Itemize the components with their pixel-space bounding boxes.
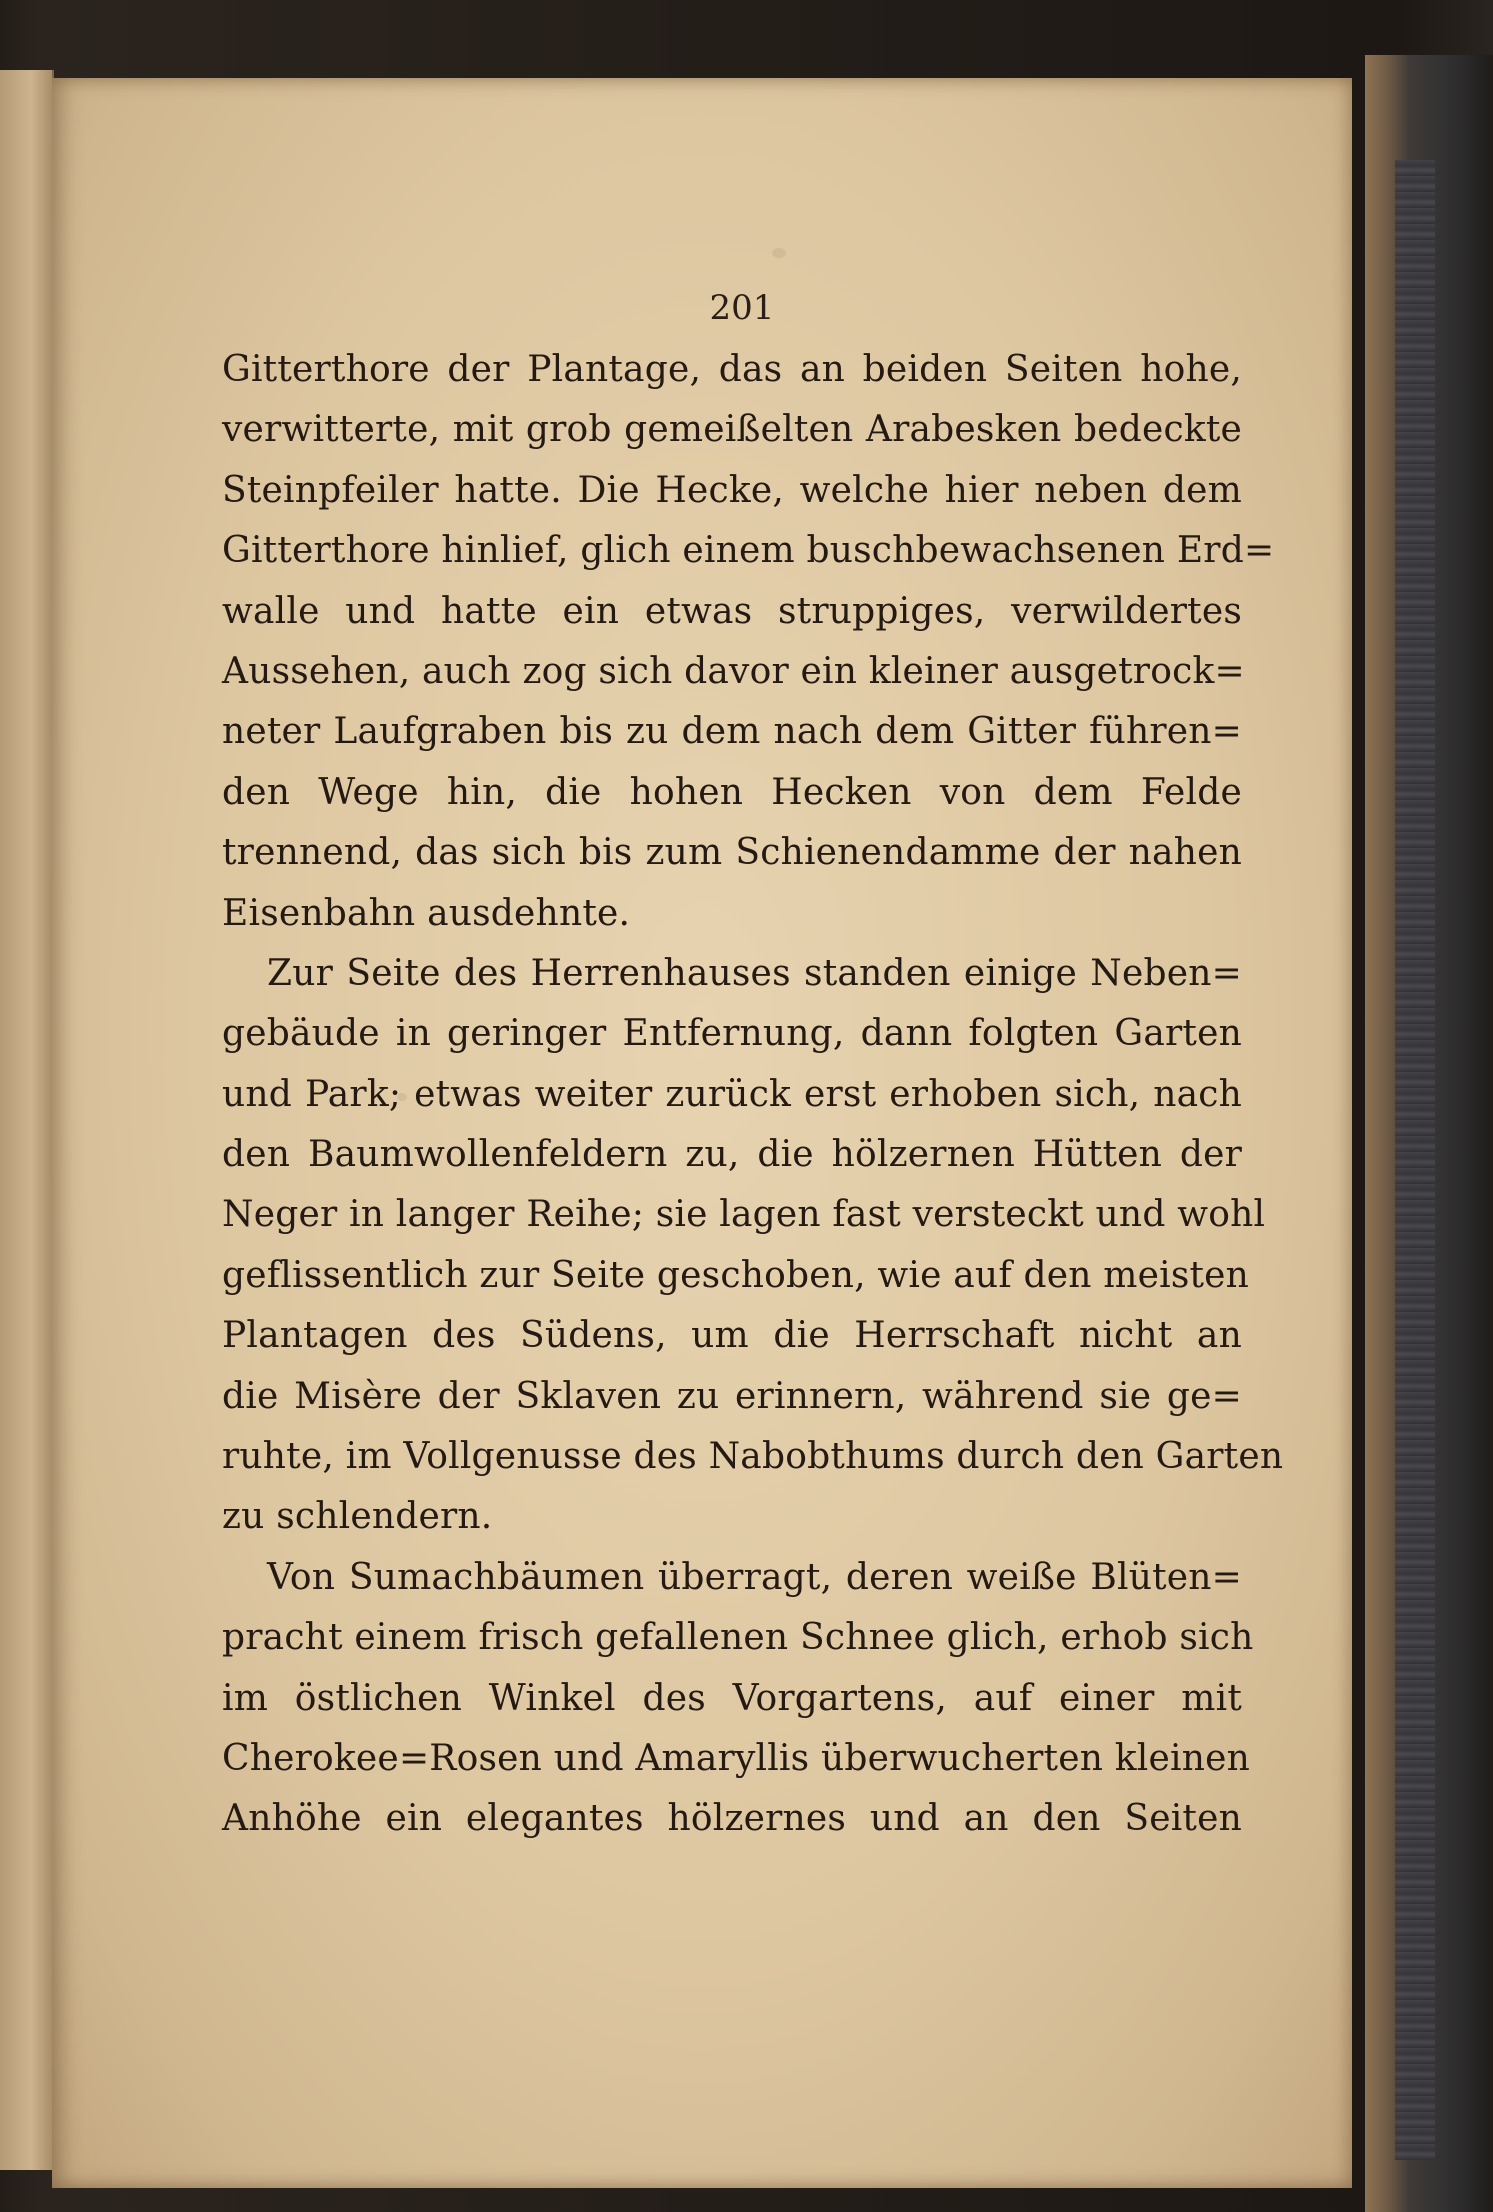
text-line: Gitterthore hinlief, glich einem buschbewachsenen Erd= <box>222 530 1275 572</box>
page-number: 201 <box>709 288 775 328</box>
text-line: und Park; etwas weiter zurück erst erhoben sich, nach <box>222 1073 1242 1115</box>
text-line: verwitterte, mit grob gemeißelten Arabesken bedeckte <box>222 409 1242 451</box>
text-line: walle und hatte ein etwas struppiges, verwildertes <box>222 590 1242 632</box>
text-line: Steinpfeiler hatte. Die Hecke, welche hier neben dem <box>222 469 1242 511</box>
text-line: den Baumwollenfeldern zu, die hölzernen Hütten der <box>222 1134 1242 1176</box>
left-page-edge <box>0 70 54 2170</box>
text-line: Anhöhe ein elegantes hölzernes und an den Seiten <box>222 1798 1242 1840</box>
text-line: Plantagen des Südens, um die Herrschaft nicht an <box>222 1315 1242 1357</box>
text-line: pracht einem frisch gefallenen Schnee glich, erhob sich <box>222 1617 1254 1659</box>
text-line: im östlichen Winkel des Vorgartens, auf einer mit <box>222 1677 1242 1719</box>
cover-binding-strip <box>1395 160 1435 2160</box>
text-line: geflissentlich zur Seite geschoben, wie auf den meisten <box>222 1254 1250 1296</box>
text-line: zu schlendern. <box>222 1496 493 1538</box>
text-line: Aussehen, auch zog sich davor ein kleiner ausgetrock= <box>222 650 1245 692</box>
text-line: Gitterthore der Plantage, das an beiden Seiten hohe, <box>222 349 1242 390</box>
text-line: ruhte, im Vollgenusse des Nabobthums durch den Garten <box>222 1436 1284 1478</box>
paper-stain <box>772 248 786 258</box>
book-page <box>52 78 1352 2188</box>
text-line: den Wege hin, die hohen Hecken von dem Felde <box>222 771 1242 813</box>
text-line: gebäude in geringer Entfernung, dann folgten Garten <box>222 1013 1242 1055</box>
text-line: Eisenbahn ausdehnte. <box>222 892 631 934</box>
text-line: die Misère der Sklaven zu erinnern, während sie ge= <box>222 1375 1242 1417</box>
text-line: Zur Seite des Herrenhauses standen einige Neben= <box>267 952 1242 994</box>
text-line: neter Laufgraben bis zu dem nach dem Gitter führen= <box>222 711 1242 753</box>
text-line: Von Sumachbäumen überragt, deren weiße Blüten= <box>267 1556 1242 1598</box>
text-line: trennend, das sich bis zum Schienendamme der nahen <box>222 832 1242 874</box>
text-line: Cherokee=Rosen und Amaryllis überwucherten kleinen <box>222 1737 1250 1779</box>
text-line: Neger in langer Reihe; sie lagen fast versteckt und wohl <box>222 1194 1266 1236</box>
body-text <box>222 340 1284 1850</box>
